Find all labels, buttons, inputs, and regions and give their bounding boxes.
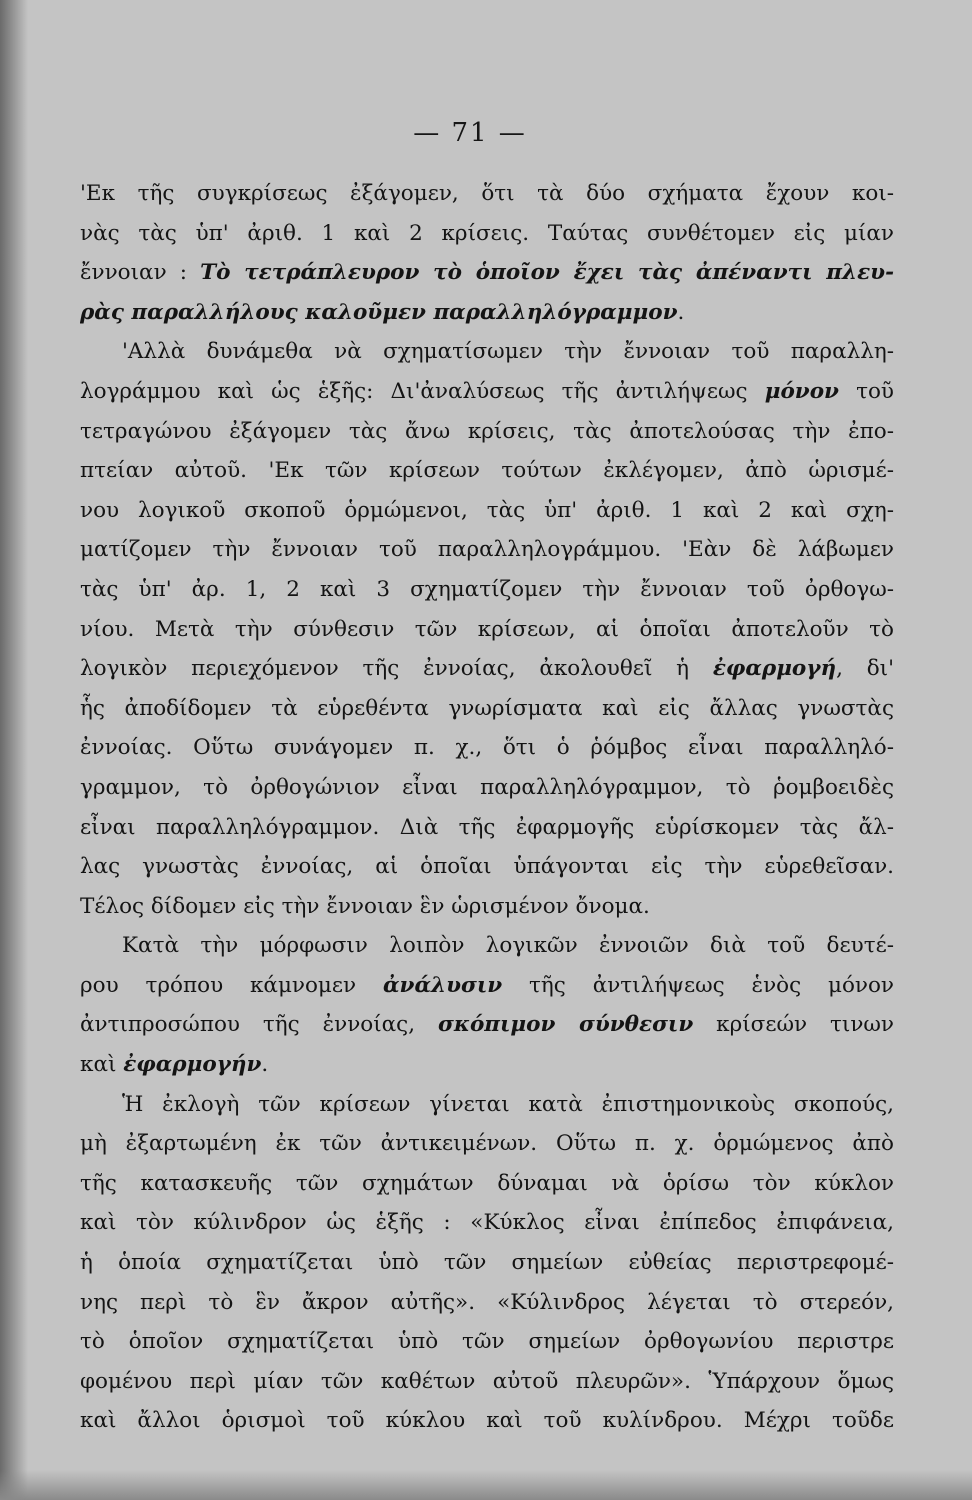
text-line: Τέλος δίδομεν εἰς τὴν ἔννοιαν ἓν ὡρισμένον ὄνομα. bbox=[80, 893, 650, 919]
text-line: ρου τρόπου κάμνομεν ἀνάλυσιν τῆς ἀντιλήψεως ἑνὸς μόνον bbox=[80, 972, 894, 998]
emphasized-term: ἐφαρμογή bbox=[712, 656, 837, 682]
paragraph-start: 'Αλλὰ δυνάμεθα νὰ σχηματίσωμεν τὴν ἔννοιαν τοῦ παραλλη- bbox=[122, 339, 894, 365]
emphasized-definition: ρὰς παραλλήλους καλοῦμεν παραλληλόγραμμον bbox=[80, 299, 678, 325]
text-line: φομένου περὶ μίαν τῶν καθέτων αὐτοῦ πλευρῶν». Ὑπάρχουν ὅμως bbox=[80, 1368, 894, 1394]
text-line: νου λογικοῦ σκοποῦ ὁρμώμενοι, τὰς ὑπ' ἀριθ. 1 καὶ 2 καὶ σχη- bbox=[80, 497, 894, 523]
body-text bbox=[80, 174, 894, 1441]
text-line: ρὰς παραλλήλους καλοῦμεν παραλληλόγραμμον. bbox=[80, 299, 685, 325]
text-line: τετραγώνου ἐξάγομεν τὰς ἄνω κρίσεις, τὰς ἀποτελούσας τὴν ἐπο- bbox=[80, 418, 894, 444]
text-line: καὶ τὸν κύλινδρον ὡς ἑξῆς : «Κύκλος εἶναι ἐπίπεδος ἐπιφάνεια, bbox=[80, 1210, 894, 1236]
text-line: γραμμον, τὸ ὀρθογώνιον εἶναι παραλληλόγραμμον, τὸ ῥομβοειδὲς bbox=[80, 774, 894, 800]
text-line: νίου. Μετὰ τὴν σύνθεσιν τῶν κρίσεων, αἱ ὁποῖαι ἀποτελοῦν τὸ bbox=[80, 616, 894, 642]
text-line: λας γνωστὰς ἐννοίας, αἱ ὁποῖαι ὑπάγονται εἰς τὴν εὑρεθεῖσαν. bbox=[80, 854, 894, 880]
text-line: μὴ ἐξαρτωμένη ἐκ τῶν ἀντικειμένων. Οὕτω π. χ. ὁρμώμενος ἀπὸ bbox=[80, 1131, 894, 1157]
emphasized-term: μόνον bbox=[764, 378, 839, 404]
text-line: ἐννοίας. Οὕτω συνάγομεν π. χ., ὅτι ὁ ῥόμβος εἶναι παραλληλό- bbox=[80, 735, 894, 761]
text-line: τὰς ὑπ' ἀρ. 1, 2 καὶ 3 σχηματίζομεν τὴν ἔννοιαν τοῦ ὀρθογω- bbox=[80, 576, 894, 602]
text-line: λογικὸν περιεχόμενον τῆς ἐννοίας, ἀκολουθεῖ ἡ ἐφαρμογή, δι' bbox=[80, 656, 894, 682]
page-number: — 71 — bbox=[413, 118, 527, 148]
page-edge-shadow bbox=[0, 0, 28, 1500]
text-line: λογράμμου καὶ ὡς ἑξῆς: Δι'ἀναλύσεως τῆς ἀντιλήψεως μόνον τοῦ bbox=[80, 378, 894, 404]
text-line: νης περὶ τὸ ἓν ἄκρον αὐτῆς». «Κύλινδρος λέγεται τὸ στερεόν, bbox=[80, 1289, 894, 1315]
text-line: τῆς κατασκευῆς τῶν σχημάτων δύναμαι νὰ ὁρίσω τὸν κύκλον bbox=[80, 1170, 894, 1196]
emphasized-term: ἐφαρμογήν bbox=[123, 1052, 262, 1078]
page-bottom-shadow bbox=[0, 1470, 972, 1500]
text-line: νὰς τὰς ὑπ' ἀριθ. 1 καὶ 2 κρίσεις. Ταύτας συνθέτομεν εἰς μίαν bbox=[80, 220, 894, 246]
text-line: καὶ ἐφαρμογήν. bbox=[80, 1052, 269, 1078]
text-line: ἡ ὁποία σχηματίζεται ὑπὸ τῶν σημείων εὐθείας περιστρεφομέ- bbox=[80, 1250, 894, 1276]
emphasized-term: σκόπιμον σύνθεσιν bbox=[437, 1012, 694, 1038]
text-line: 'Εκ τῆς συγκρίσεως ἐξάγομεν, ὅτι τὰ δύο σχήματα ἔχουν κοι- bbox=[80, 181, 894, 206]
paragraph-start: Κατὰ τὴν μόρφωσιν λοιπὸν λογικῶν ἐννοιῶν διὰ τοῦ δευτέ- bbox=[122, 933, 894, 959]
text-line: ἀντιπροσώπου τῆς ἐννοίας, σκόπιμον σύνθεσιν κρίσεών τινων bbox=[80, 1012, 894, 1038]
emphasized-definition: Τὸ τετράπλευρον τὸ ὁποῖον ἔχει τὰς ἀπέναντι πλευ- bbox=[200, 260, 894, 286]
text-line: ματίζομεν τὴν ἔννοιαν τοῦ παραλληλογράμμου. 'Εὰν δὲ λάβωμεν bbox=[80, 537, 894, 563]
text-line: ἔννοιαν : Τὸ τετράπλευρον τὸ ὁποῖον ἔχει τὰς ἀπέναντι πλευ- bbox=[80, 260, 894, 286]
text-line: εἶναι παραλληλόγραμμον. Διὰ τῆς ἐφαρμογῆς εὑρίσκομεν τὰς ἄλ- bbox=[80, 814, 894, 840]
text-line: τὸ ὁποῖον σχηματίζεται ὑπὸ τῶν σημείων ὀρθογωνίου περιστρε bbox=[80, 1329, 894, 1355]
text-line: ἧς ἀποδίδομεν τὰ εὑρεθέντα γνωρίσματα καὶ εἰς ἄλλας γνωστὰς bbox=[80, 695, 894, 721]
text-line: πτείαν αὐτοῦ. 'Εκ τῶν κρίσεων τούτων ἐκλέγομεν, ἀπὸ ὡρισμέ- bbox=[80, 458, 894, 484]
paragraph-start: Ἡ ἐκλογὴ τῶν κρίσεων γίνεται κατὰ ἐπιστημονικοὺς σκοπούς, bbox=[122, 1091, 894, 1117]
text-line: καὶ ἄλλοι ὁρισμοὶ τοῦ κύκλου καὶ τοῦ κυλίνδρου. Μέχρι τοῦδε bbox=[80, 1408, 894, 1434]
emphasized-term: ἀνάλυσιν bbox=[382, 972, 503, 998]
